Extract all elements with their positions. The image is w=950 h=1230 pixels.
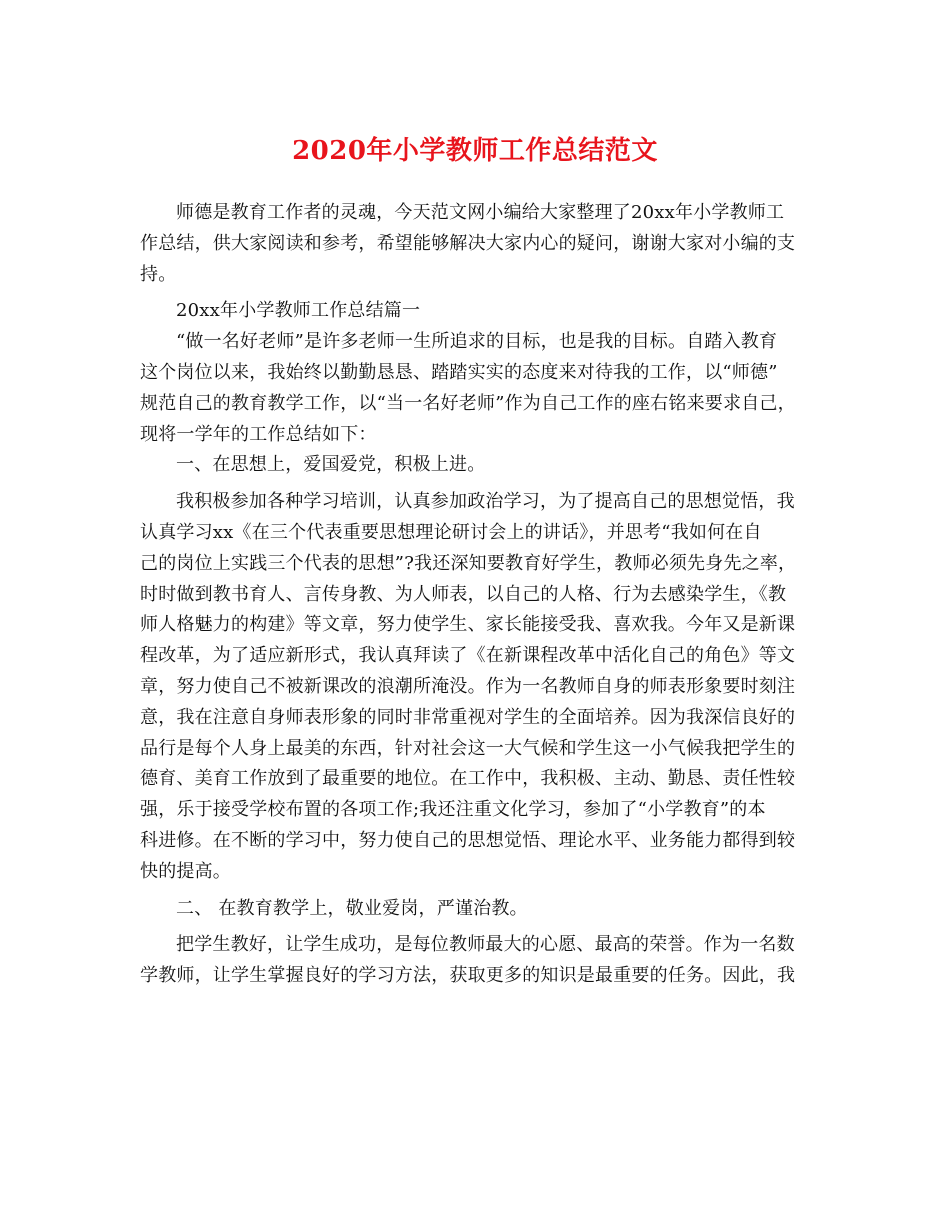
paragraph-line: 德育、美育工作放到了最重要的地位。在工作中，我积极、主动、勤恳、责任性较 [140, 768, 796, 790]
section-heading: 20xx年小学教师工作总结篇一 [176, 300, 421, 322]
paragraph-line: 程改革，为了适应新形式，我认真拜读了《在新课程改革中活化自己的角色》等文 [140, 645, 796, 667]
paragraph-line: 现将一学年的工作总结如下： [140, 423, 377, 445]
paragraph-line: “做一名好老师”是许多老师一生所追求的目标，也是我的目标。自踏入教育 [176, 331, 778, 353]
paragraph-line: 师人格魅力的构建》等文章，努力使学生、家长能接受我、喜欢我。今年又是新课 [140, 614, 796, 636]
paragraph-line: 学教师，让学生掌握良好的学习方法，获取更多的知识是最重要的任务。因此，我 [140, 965, 796, 987]
paragraph-line: 把学生教好，让学生成功，是每位教师最大的心愿、最高的荣誉。作为一名数 [176, 934, 795, 956]
paragraph-line: 快的提高。 [140, 860, 231, 882]
section-heading: 一、在思想上，爱国爱党，积极上进。 [176, 454, 486, 476]
paragraph-line: 规范自己的教育教学工作，以“当一名好老师”作为自己工作的座右铭来要求自己， [140, 392, 796, 414]
paragraph-line: 作总结，供大家阅读和参考，希望能够解决大家内心的疑问，谢谢大家对小编的支 [140, 232, 796, 254]
paragraph-line: 认真学习xx《在三个代表重要思想理论研讨会上的讲话》，并思考“我如何在自 [140, 521, 762, 543]
paragraph-line: 章，努力使自己不被新课改的浪潮所淹没。作为一名教师自身的师表形象要时刻注 [140, 675, 796, 697]
paragraph-line: 持。 [140, 263, 177, 285]
paragraph-line: 师德是教育工作者的灵魂，今天范文网小编给大家整理了20xx年小学教师工 [176, 202, 785, 223]
paragraph-line: 我积极参加各种学习培训，认真参加政治学习，为了提高自己的思想觉悟，我 [176, 491, 795, 513]
document-body [140, 198, 830, 992]
paragraph-line: 强，乐于接受学校布置的各项工作;我还注重文化学习，参加了“小学教育”的本 [140, 799, 766, 821]
section-heading: 二、 在教育教学上，敬业爱岗，严谨治教。 [176, 897, 528, 919]
paragraph-line: 意，我在注意自身师表形象的同时非常重视对学生的全面培养。因为我深信良好的 [140, 706, 796, 728]
paragraph-line: 科进修。在不断的学习中，努力使自己的思想觉悟、理论水平、业务能力都得到较 [140, 829, 796, 851]
paragraph-line: 时时做到教书育人、言传身教、为人师表，以自己的人格、行为去感染学生，《教 [140, 583, 787, 605]
paragraph-line: 己的岗位上实践三个代表的思想”?我还深知要教育好学生，教师必须先身先之率， [140, 552, 797, 574]
paragraph-line: 品行是每个人身上最美的东西，针对社会这一大气候和学生这一小气候我把学生的 [140, 737, 796, 759]
document-title: 2020年小学教师工作总结范文 [292, 136, 658, 166]
paragraph-line: 这个岗位以来，我始终以勤勤恳恳、踏踏实实的态度来对待我的工作，以“师德” [140, 361, 778, 383]
